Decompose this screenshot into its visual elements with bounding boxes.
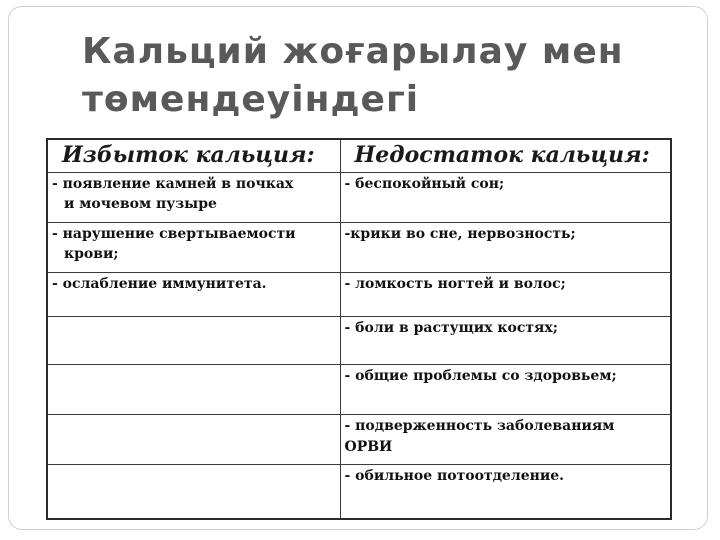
table-row: [47, 317, 671, 365]
slide-title-line-2: төмендеуіндегі: [82, 79, 420, 120]
cell-line: и мочевом пузыре: [64, 196, 217, 212]
deficiency-cell: [340, 223, 671, 273]
excess-cell-empty: [47, 365, 340, 415]
excess-cell-empty: [47, 317, 340, 365]
deficiency-cell: [340, 273, 671, 317]
table-row: [47, 273, 671, 317]
cell-line: - боли в растущих костях;: [344, 320, 558, 336]
excess-cell: [47, 173, 340, 223]
cell-line: - обильное потоотделение.: [344, 468, 565, 484]
excess-cell: [47, 223, 340, 273]
cell-line: -крики во сне, нервозность;: [344, 226, 576, 242]
slide-title: [82, 28, 682, 124]
excess-cell: [47, 273, 340, 317]
excess-cell-empty: [47, 415, 340, 465]
header-excess: Избыток кальция:: [47, 139, 340, 173]
calcium-table: [46, 138, 672, 520]
cell-line: - появление камней в почках: [52, 176, 294, 192]
cell-line: - беспокойный сон;: [344, 176, 505, 192]
cell-line: - подверженность заболеваниям: [344, 418, 615, 434]
excess-cell-empty: [47, 465, 340, 520]
table-row: [47, 465, 671, 520]
header-deficiency: Недостаток кальция:: [340, 139, 671, 173]
cell-line: - общие проблемы со здоровьем;: [344, 368, 617, 384]
table-row: [47, 173, 671, 223]
table-row: [47, 415, 671, 465]
table-row: [47, 365, 671, 415]
slide-title-line-1: Кальций жоғарылау мен: [82, 31, 624, 72]
deficiency-cell: [340, 173, 671, 223]
deficiency-cell: [340, 365, 671, 415]
cell-line: - ослабление иммунитета.: [52, 276, 267, 292]
cell-line: - нарушение свертываемости: [52, 226, 296, 242]
table-row: [47, 223, 671, 273]
table-header-row: [47, 139, 671, 173]
deficiency-cell: [340, 317, 671, 365]
deficiency-cell: [340, 465, 671, 520]
cell-line: - ломкость ногтей и волос;: [344, 276, 566, 292]
deficiency-cell: [340, 415, 671, 465]
cell-line: крови;: [64, 246, 119, 262]
cell-line: ОРВИ: [344, 439, 393, 455]
